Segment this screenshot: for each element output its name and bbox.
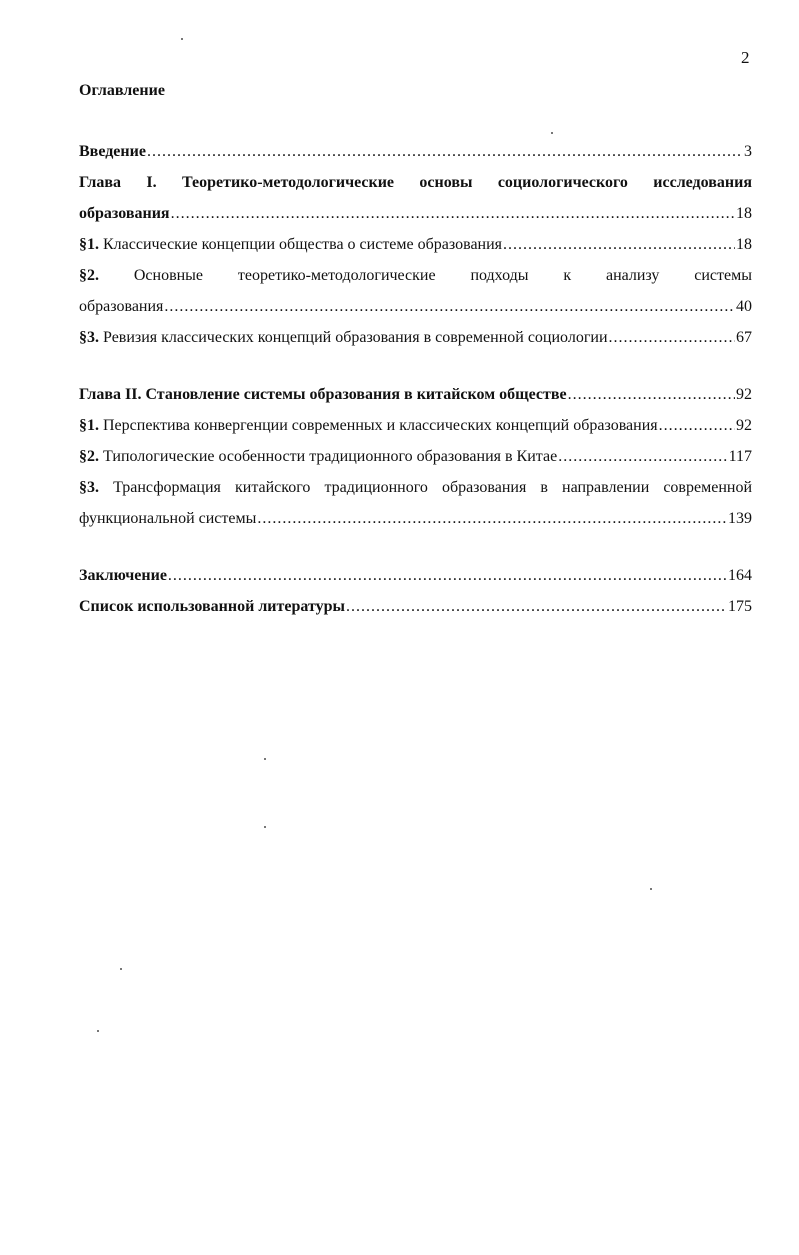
- chapter-word: основы: [419, 174, 473, 191]
- section-word: теоретико-методологические: [237, 267, 436, 284]
- section-number: §1.: [79, 417, 99, 434]
- toc-entry-bibliography[interactable]: [79, 597, 752, 628]
- entry-title: Классические концепции общества о системе образования: [103, 236, 503, 253]
- entry-page: 175: [728, 598, 752, 615]
- dot-leader: [164, 297, 735, 317]
- toc-entry-ch1-section-2[interactable]: [79, 266, 752, 297]
- section-word: образования: [441, 479, 527, 496]
- toc-entry-chapter-2[interactable]: [79, 385, 752, 416]
- toc-entry-introduction[interactable]: [79, 142, 752, 173]
- entry-page: 139: [728, 510, 752, 527]
- toc-entry-conclusion[interactable]: [79, 566, 752, 597]
- toc-title: Оглавление: [79, 82, 165, 99]
- entry-page: 92: [736, 417, 752, 434]
- section-number: §3.: [79, 329, 99, 346]
- toc-entry-ch1-section-3[interactable]: [79, 328, 752, 359]
- toc-entry-chapter-1[interactable]: [79, 173, 752, 204]
- section-word: подходы: [470, 267, 529, 284]
- section-word: направлении: [562, 479, 650, 496]
- toc-entry-ch1-section-2-cont[interactable]: [79, 297, 752, 328]
- entry-title: Перспектива конвергенции современных и классических концепций образования: [103, 417, 658, 434]
- section-word: системы: [694, 267, 752, 284]
- entry-title: Заключение: [79, 567, 167, 584]
- table-of-contents: [79, 142, 752, 628]
- section-number: §2.: [79, 448, 99, 465]
- entry-page: 117: [728, 448, 752, 465]
- toc-entry-ch2-section-2[interactable]: [79, 447, 752, 478]
- dot-leader: [609, 328, 735, 348]
- section-number: §3.: [79, 479, 99, 496]
- section-word: традиционного: [324, 479, 428, 496]
- dot-leader: [659, 416, 735, 436]
- entry-page: 3: [744, 143, 752, 160]
- dot-leader: [257, 509, 727, 529]
- entry-page: 18: [736, 236, 752, 253]
- entry-title: Типологические особенности традиционного образования в Китае: [103, 448, 558, 465]
- entry-page: 18: [736, 205, 752, 222]
- dot-leader: [168, 566, 727, 586]
- chapter-word: социологического: [497, 174, 628, 191]
- entry-page: 92: [736, 386, 752, 403]
- dot-leader: [503, 235, 735, 255]
- entry-title: функциональной системы: [79, 510, 257, 527]
- entry-title: Глава II. Становление системы образования в китайском обществе: [79, 386, 567, 403]
- scan-speck: [264, 826, 266, 828]
- toc-entry-ch2-section-1[interactable]: [79, 416, 752, 447]
- entry-title: Ревизия классических концепций образования в современной социологии: [103, 329, 608, 346]
- scan-speck: [97, 1030, 99, 1032]
- scan-speck: [650, 888, 652, 890]
- scan-speck: [181, 38, 183, 40]
- toc-entry-ch1-section-1[interactable]: [79, 235, 752, 266]
- entry-title: образования: [79, 205, 170, 222]
- section-number: §2.: [79, 267, 99, 284]
- section-number: §1.: [79, 236, 99, 253]
- entry-title: Список использованной литературы: [79, 598, 345, 615]
- chapter-word: I.: [146, 174, 157, 191]
- entry-title: Введение: [79, 143, 146, 160]
- toc-entry-ch2-section-3-cont[interactable]: [79, 509, 752, 540]
- dot-leader: [171, 204, 735, 224]
- chapter-word: Глава: [79, 174, 121, 191]
- entry-title: образования: [79, 298, 164, 315]
- entry-page: 67: [736, 329, 752, 346]
- section-word: Трансформация: [113, 479, 221, 496]
- dot-leader: [558, 447, 727, 467]
- entry-page: 164: [728, 567, 752, 584]
- section-word: Основные: [133, 267, 204, 284]
- section-word: анализу: [605, 267, 660, 284]
- chapter-word: Теоретико-методологические: [181, 174, 395, 191]
- dot-leader: [147, 142, 743, 162]
- toc-entry-ch2-section-3[interactable]: [79, 478, 752, 509]
- section-word: к: [563, 267, 572, 284]
- section-word: в: [540, 479, 548, 496]
- dot-leader: [568, 385, 735, 405]
- chapter-word: исследования: [653, 174, 752, 191]
- toc-entry-chapter-1-cont[interactable]: [79, 204, 752, 235]
- scan-speck: [264, 758, 266, 760]
- scan-speck: [551, 132, 553, 134]
- page-number: 2: [741, 48, 750, 67]
- entry-page: 40: [736, 298, 752, 315]
- dot-leader: [346, 597, 727, 617]
- scan-speck: [120, 968, 122, 970]
- section-word: современной: [663, 479, 752, 496]
- section-word: китайского: [234, 479, 311, 496]
